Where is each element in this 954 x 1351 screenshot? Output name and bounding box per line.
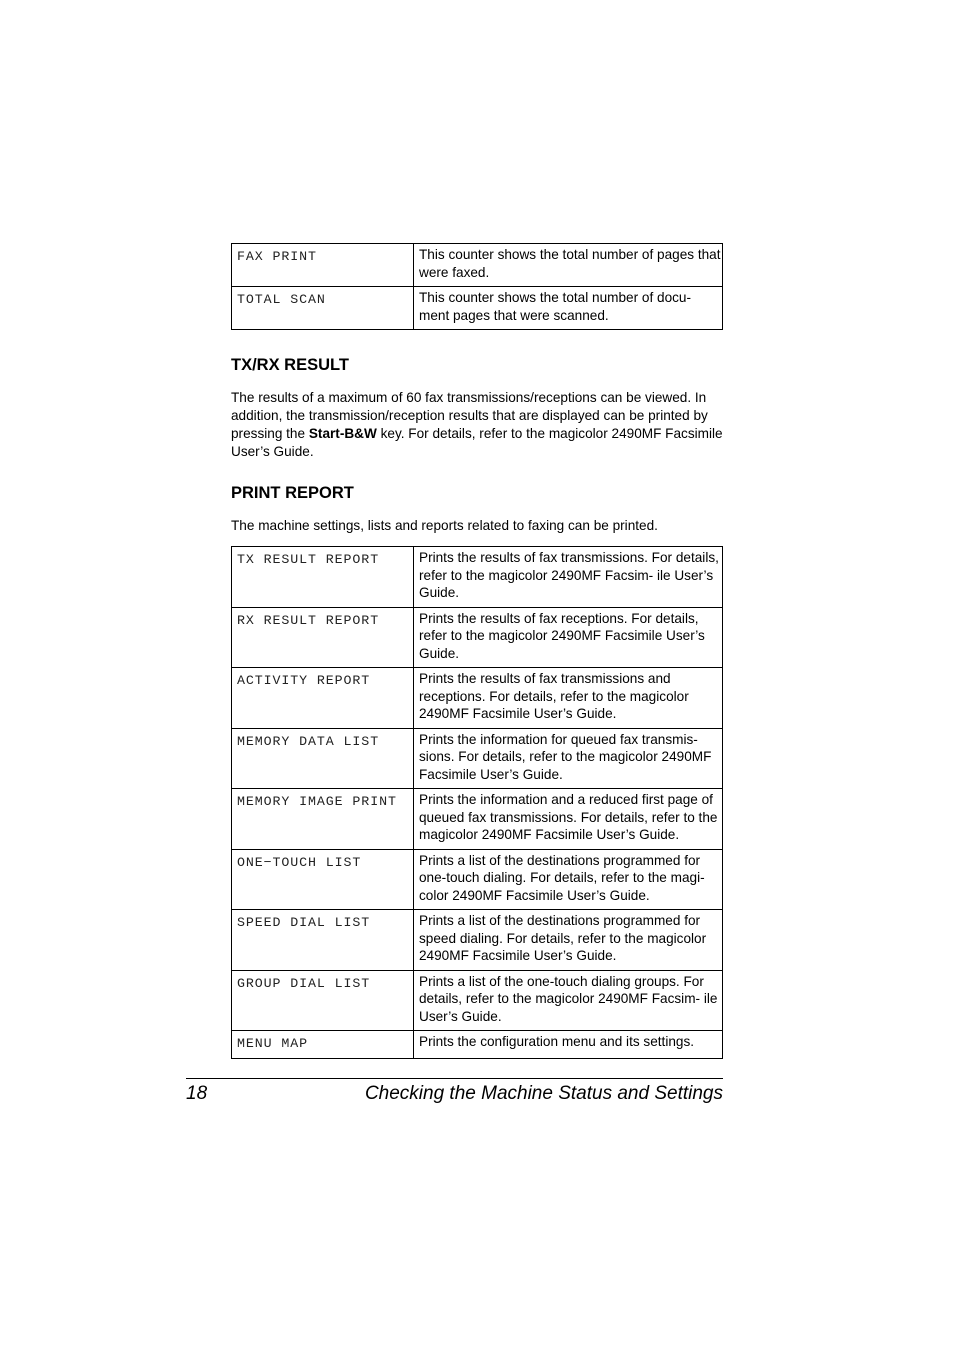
report-description: Prints a list of the one-touch dialing groups. For details, refer to the magicolor 2490MF Facsim- ile User’s Guide.: [414, 970, 723, 1031]
report-code: SPEED DIAL LIST: [232, 910, 414, 971]
footer-chapter-title: Checking the Machine Status and Settings: [364, 1083, 723, 1104]
key-name: Start-B&W: [308, 426, 377, 441]
table-row: [232, 668, 723, 729]
footer-divider: [186, 1078, 723, 1079]
report-description: Prints the information for queued fax transmis- sions. For details, refer to the magicolor 2490MF Facsimile User’s Guide.: [414, 728, 723, 789]
table-row: [232, 1031, 723, 1059]
report-code: ACTIVITY REPORT: [232, 668, 414, 729]
report-description: Prints the results of fax receptions. For details, refer to the magicolor 2490MF Facsimile User’s Guide.: [414, 607, 723, 668]
table-row: [232, 849, 723, 910]
section-heading-txrx: TX/RX RESULT: [231, 356, 349, 374]
report-code: MEMORY DATA LIST: [232, 728, 414, 789]
page-number: 18: [186, 1083, 208, 1104]
table-row: [232, 244, 723, 287]
table-row: [232, 728, 723, 789]
page-content: [231, 243, 723, 1059]
counter-table: [231, 243, 723, 330]
print-report-intro: The machine settings, lists and reports related to faxing can be printed.: [231, 518, 658, 533]
report-code: ONE−TOUCH LIST: [232, 849, 414, 910]
setting-code: FAX PRINT: [232, 244, 414, 287]
report-description: Prints the information and a reduced first page of queued fax transmissions. For details, refer to the magicolor 2490MF Facsimile User’s Guide.: [414, 789, 723, 850]
report-description: Prints the results of fax transmissions. For details, refer to the magicolor 2490MF Facsim- ile User’s Guide.: [414, 547, 723, 608]
table-row: [232, 910, 723, 971]
paragraph-text: The results of a maximum of 60 fax transmissions/receptions can be viewed. In addition, the transmission/reception results that are displayed can be printed by pressing the: [231, 390, 708, 441]
report-description: Prints a list of the destinations programmed for speed dialing. For details, refer to the magicolor 2490MF Facsimile User’s Guide.: [414, 910, 723, 971]
report-code: RX RESULT REPORT: [232, 607, 414, 668]
report-description: Prints a list of the destinations programmed for one-touch dialing. For details, refer to the magi- color 2490MF Facsimile User’s Guide.: [414, 849, 723, 910]
report-description: Prints the configuration menu and its settings.: [414, 1031, 723, 1059]
setting-description: This counter shows the total number of pages that were faxed.: [414, 244, 723, 287]
report-code: TX RESULT REPORT: [232, 547, 414, 608]
report-code: GROUP DIAL LIST: [232, 970, 414, 1031]
paragraph-text: key. For details, refer to the magicolor 2490MF Facsimile User’s Guide.: [231, 426, 723, 459]
section-heading-print-report: PRINT REPORT: [231, 484, 354, 502]
report-code: MENU MAP: [232, 1031, 414, 1059]
table-row: [232, 287, 723, 330]
print-report-table: [231, 546, 723, 1059]
setting-code: TOTAL SCAN: [232, 287, 414, 330]
table-row: [232, 547, 723, 608]
table-row: [232, 607, 723, 668]
report-code: MEMORY IMAGE PRINT: [232, 789, 414, 850]
table-row: [232, 970, 723, 1031]
setting-description: This counter shows the total number of docu- ment pages that were scanned.: [414, 287, 723, 330]
txrx-paragraph: [231, 389, 723, 461]
table-row: [232, 789, 723, 850]
report-description: Prints the results of fax transmissions and receptions. For details, refer to the magicolor 2490MF Facsimile User’s Guide.: [414, 668, 723, 729]
